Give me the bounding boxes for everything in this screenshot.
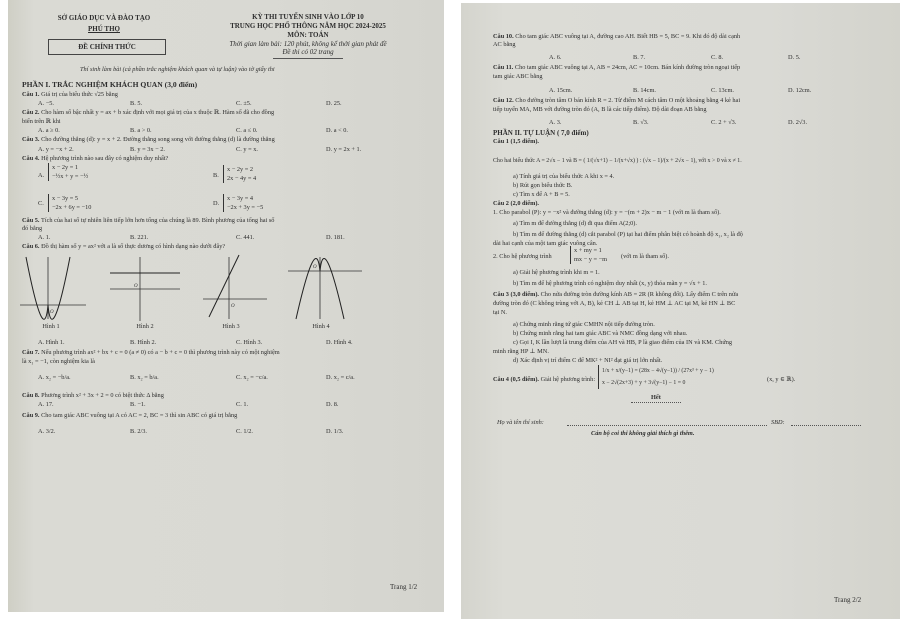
essay-q1-part-c: c) Tìm x để A + B = 5. — [513, 191, 570, 198]
candidate-name-field — [567, 425, 767, 426]
question-4: Câu 4. Hệ phương trình nào sau đây có nghiệm duy nhất? — [22, 155, 169, 162]
page-number: Trang 2/2 — [834, 596, 862, 604]
q9-option-d: D. 1/3. — [326, 428, 344, 435]
essay-q3-part-b: b) Chứng minh rằng hai tam giác ABC và NMC đồng dạng với nhau. — [513, 330, 688, 337]
q7-option-d: D. x₂ = c/a. — [326, 374, 355, 381]
q11-option-b: B. 14cm. — [633, 87, 656, 94]
essay-q1-text: Cho hai biểu thức A = 2√x − 1 và B = ( 1/(√x+1) − 1/(x+√x) ) : (√x − 1)/(x + 2√x − 1), với x > 0 và x ≠ 1. — [493, 158, 742, 164]
question-12-cont: tiếp tuyến MA, MB với đường tròn đó (A, B là các tiếp điểm). Độ dài đoạn AB bằng — [493, 106, 707, 113]
q8-option-c: C. 1. — [236, 401, 249, 408]
q6-option-a: A. Hình 1. — [38, 339, 65, 346]
essay-q2-part1-b: b) Tìm m để đường thẳng (d) cắt parabol (P) tại hai điểm phân biệt có hoành độ x₁, x₂ là độ — [513, 231, 743, 238]
q5-option-b: B. 221. — [130, 234, 149, 241]
q4-option-a-system: x − 2y = 1 −½x + y = −½ — [48, 163, 88, 181]
essay-q2-part1-b-cont: dài hai cạnh của một tam giác vuông cân. — [493, 240, 598, 247]
svg-text:O: O — [50, 310, 54, 315]
q7-option-c: C. x₂ = −c/a. — [236, 374, 268, 381]
figure-1-caption: Hình 1 — [42, 323, 60, 330]
end-mark: Hết — [631, 394, 681, 403]
essay-q4-intro: Câu 4 (0,5 điểm). Giải hệ phương trình: — [493, 376, 596, 383]
q12-option-d: D. 2√3. — [788, 119, 808, 126]
q10-option-a: A. 6. — [549, 54, 562, 61]
q8-option-a: A. 17. — [38, 401, 54, 408]
svg-text:O: O — [231, 304, 235, 309]
question-7: Câu 7. Nếu phương trình ax² + bx + c = 0 (a ≠ 0) có a − b + c = 0 thì phương trình này có một nghiệm — [22, 349, 280, 356]
question-6: Câu 6. Đồ thị hàm số y = ax² với a là số thực dương có hình dạng nào dưới đây? — [22, 243, 226, 250]
essay-q2-system: x + my = 1 mx − y = −m — [570, 246, 607, 264]
q11-option-d: D. 12cm. — [788, 87, 812, 94]
essay-q4-system: 1/x + x/(y−1) = (28x − 4√(y−1)) / (27x³ + y − 1) x − 2√(2x+3) + y + 3√(y−1) − 1 = 0 — [598, 365, 714, 389]
q2-option-c: C. a ≤ 0. — [236, 127, 258, 134]
q4-option-b-letter: B. — [213, 172, 219, 179]
q4-option-d-system: x − 3y = 4 −2x + 3y = −5 — [223, 194, 263, 212]
exam-subject: MÔN: TOÁN — [287, 31, 329, 39]
q1-option-c: C. ±5. — [236, 100, 252, 107]
q12-option-b: B. √3. — [633, 119, 649, 126]
q2-option-a: A. a ≥ 0. — [38, 127, 60, 134]
svg-text:O: O — [134, 284, 138, 289]
question-11: Câu 11. Cho tam giác ABC vuông tại A, AB = 24cm, AC = 10cm. Bán kính đường tròn ngoại tiếp — [493, 64, 741, 71]
essay-q1-part-a: a) Tính giá trị của biểu thức A khi x = 4. — [513, 173, 615, 180]
question-1: Câu 1. Giá trị của biểu thức √25 bằng — [22, 91, 118, 98]
question-12: Câu 12. Cho đường tròn tâm O bán kính R = 2. Từ điểm M cách tâm O một khoảng bằng 4 kẻ hai — [493, 97, 741, 104]
question-5: Câu 5. Tích của hai số tự nhiên liên tiếp lớn hơn tổng của chúng là 89. Bình phương của tổng hai số — [22, 217, 275, 224]
exam-title-line1: KỲ THI TUYỂN SINH VÀO LỚP 10 — [252, 13, 364, 21]
q1-option-d: D. 25. — [326, 100, 342, 107]
q8-option-b: B. −1. — [130, 401, 146, 408]
q8-option-d: D. 8. — [326, 401, 339, 408]
question-7-cont: là x₁ = −1, còn nghiệm kia là — [22, 358, 95, 365]
q1-option-b: B. 5. — [130, 100, 143, 107]
essay-q1-part-b: b) Rút gọn biểu thức B. — [513, 182, 573, 189]
essay-q2-system-note: (với m là tham số). — [621, 253, 669, 260]
section2-title: PHẦN II. TỰ LUẬN ( 7,0 điểm) — [493, 129, 589, 137]
essay-q3-intro-cont2: tại N. — [493, 309, 507, 316]
q4-option-b-system: x − 2y = 2 2x − 4y = 4 — [223, 165, 256, 183]
question-10-cont: AC bằng — [493, 41, 516, 48]
essay-q2-part2: 2. Cho hệ phương trình — [493, 253, 552, 260]
essay-q3-part-a: a) Chứng minh rằng tứ giác CMHN nội tiếp đường tròn. — [513, 321, 655, 328]
q10-option-b: B. 7. — [633, 54, 646, 61]
q12-option-a: A. 3. — [549, 119, 562, 126]
exam-page-2 — [461, 3, 900, 619]
figure-4-caption: Hình 4 — [312, 323, 330, 330]
figure-3-caption: Hình 3 — [222, 323, 240, 330]
department-name: SỞ GIÁO DỤC VÀ ĐÀO TẠO — [57, 14, 151, 22]
q4-option-c-system: x − 3y = 5 −2x + 6y = −10 — [48, 194, 91, 212]
question-2-cont: biến trên ℝ khi — [22, 118, 61, 125]
q6-option-b: B. Hình 2. — [130, 339, 157, 346]
question-11-cont: tam giác ABC bằng — [493, 73, 543, 80]
proctor-note: Cán bộ coi thi không giải thích gì thêm. — [591, 430, 695, 437]
question-3: Câu 3. Cho đường thẳng (d): y = x + 2. Đường thẳng song song với đường thẳng (d) là đường thẳng — [22, 136, 275, 143]
essay-q3-part-c: c) Gọi I, K lần lượt là trung điểm của AH và HB, P là giao điểm của IN và KM. Chứng — [513, 339, 733, 346]
q10-option-c: C. 8. — [711, 54, 724, 61]
question-8: Câu 8. Phương trình x² + 3x + 2 = 0 có biệt thức Δ bằng — [22, 392, 164, 399]
q2-option-b: B. a > 0. — [130, 127, 152, 134]
essay-q4-domain: (x, y ∈ ℝ). — [767, 376, 796, 383]
q3-option-c: C. y = x. — [236, 146, 258, 153]
q4-option-d-letter: D. — [213, 200, 220, 207]
q3-option-a: A. y = −x + 2. — [38, 146, 74, 153]
figure-4-downward-parabola — [286, 253, 366, 321]
q6-option-d: D. Hình 4. — [326, 339, 353, 346]
essay-q3-part-c-cont: minh rằng HP ⊥ MN. — [493, 348, 549, 355]
exam-page-1 — [8, 0, 444, 612]
q2-option-d: D. a < 0. — [326, 127, 348, 134]
candidate-name-label: Họ và tên thí sinh: — [497, 419, 544, 426]
essay-q3-part-d: d) Xác định vị trí điểm C để MK² + NI² đạt giá trị lớn nhất. — [513, 357, 663, 364]
q5-option-d: D. 181. — [326, 234, 345, 241]
section1-title: PHẦN I. TRẮC NGHIỆM KHÁCH QUAN (3,0 điểm) — [22, 80, 198, 89]
figure-1-upward-parabola — [18, 253, 88, 321]
figure-3-oblique-line — [201, 253, 271, 321]
official-exam-label: ĐỀ CHÍNH THỨC — [48, 39, 166, 55]
q9-option-b: B. 2/3. — [130, 428, 147, 435]
essay-q1-title: Câu 1 (1,5 điểm). — [493, 138, 539, 145]
q6-option-c: C. Hình 3. — [236, 339, 263, 346]
page-number: Trang 1/2 — [390, 583, 418, 591]
figure-2-horizontal-line — [108, 253, 183, 321]
essay-q3-intro: Câu 3 (3,0 điểm). Cho nửa đường tròn đường kính AB = 2R (R không đổi). Lấy điểm C trên nửa — [493, 291, 739, 298]
q9-option-c: C. 1/2. — [236, 428, 253, 435]
essay-q2-part2-b: b) Tìm m để hệ phương trình có nghiệm duy nhất (x, y) thỏa mãn y = √x + 1. — [513, 280, 707, 287]
question-5-cont: đó bằng — [22, 225, 43, 232]
instruction-text: Thí sinh làm bài (cả phần trắc nghiệm khách quan và tự luận) vào tờ giấy thi — [80, 66, 275, 73]
q7-option-a: A. x₂ = −b/a. — [38, 374, 71, 381]
question-2: Câu 2. Cho hàm số bậc nhất y = ax + b xác định với mọi giá trị của x thuộc ℝ. Hàm số đã cho đồng — [22, 109, 275, 116]
figure-2-caption: Hình 2 — [136, 323, 154, 330]
essay-q2-part1: 1. Cho parabol (P): y = −x² và đường thẳng (d): y = −(m + 2)x − m − 1 (với m là tham số). — [493, 209, 721, 216]
q7-option-b: B. x₂ = b/a. — [130, 374, 159, 381]
q3-option-b: B. y = 3x − 2. — [130, 146, 165, 153]
province-name: PHÚ THỌ — [88, 25, 120, 33]
exam-title-line2: TRUNG HỌC PHỔ THÔNG NĂM HỌC 2024-2025 — [230, 22, 386, 30]
q4-option-a-letter: A. — [38, 172, 45, 179]
exam-pages-note: Đề thi có 02 trang — [282, 48, 334, 56]
q11-option-c: C. 13cm. — [711, 87, 734, 94]
exam-time-note: Thời gian làm bài: 120 phút, không kể thời gian phát đề — [229, 40, 387, 48]
q4-option-c-letter: C. — [38, 200, 44, 207]
q5-option-a: A. 1. — [38, 234, 51, 241]
q5-option-c: C. 441. — [236, 234, 255, 241]
q11-option-a: A. 15cm. — [549, 87, 573, 94]
sbd-field — [791, 425, 861, 426]
question-10: Câu 10. Cho tam giác ABC vuông tại A, đường cao AH. Biết HB = 5, BC = 9. Khi đó độ dài cạnh — [493, 33, 741, 40]
essay-q2-part1-a: a) Tìm m để đường thẳng (d) đi qua điểm A(2;0). — [513, 220, 637, 227]
header-divider — [273, 58, 343, 59]
svg-text:O: O — [313, 265, 317, 270]
q12-option-c: C. 2 + √3. — [711, 119, 737, 126]
essay-q3-intro-cont: đường tròn đó (C không trùng với A, B), kẻ CH ⊥ AB tại H, kẻ HM ⊥ AC tại M, kẻ HN ⊥ BC — [493, 300, 736, 307]
essay-q2-title: Câu 2 (2,0 điểm). — [493, 200, 539, 207]
q3-option-d: D. y = 2x + 1. — [326, 146, 362, 153]
q1-option-a: A. −5. — [38, 100, 54, 107]
sbd-label: SBD: — [771, 419, 785, 426]
q10-option-d: D. 5. — [788, 54, 801, 61]
q9-option-a: A. 3/2. — [38, 428, 56, 435]
question-9: Câu 9. Cho tam giác ABC vuông tại A có AC = 2, BC = 3 thì sin ABC có giá trị bằng — [22, 412, 238, 419]
essay-q2-part2-a: a) Giải hệ phương trình khi m = 1. — [513, 269, 600, 276]
